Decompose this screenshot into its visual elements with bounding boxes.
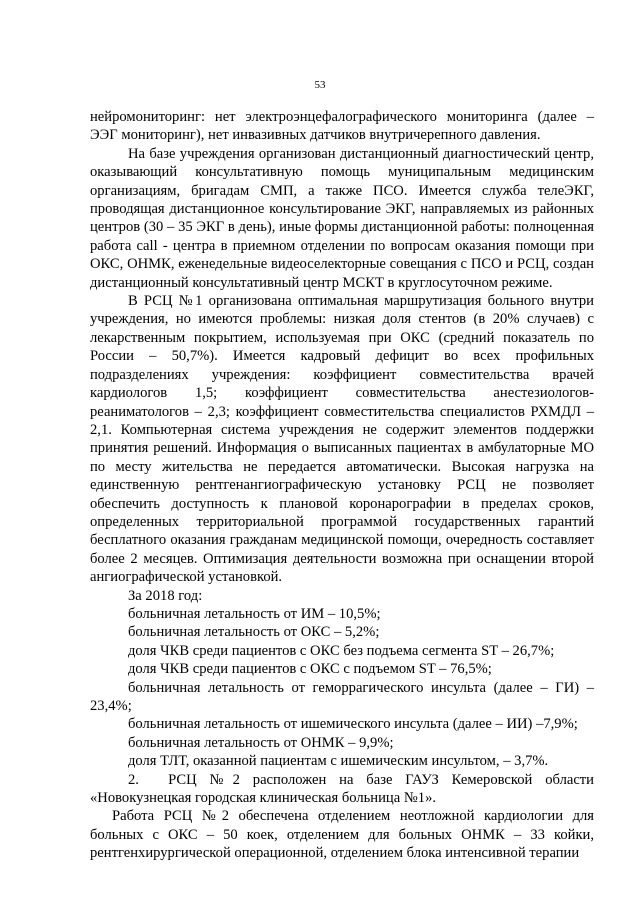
stats-item: больничная летальность от геморрагического инсульта (далее – ГИ) – 23,4%; [90,679,594,714]
stats-heading: За 2018 год: [128,587,203,604]
stats-item: больничная летальность от ОКС – 5,2%; [128,624,380,641]
stats-item: больничная летальность от ИМ – 10,5%; [128,605,381,622]
stats-item: доля ТЛТ, оказанной пациентам с ишемическим инсультом, – 3,7%. [128,753,549,770]
stats-item: больничная летальность от ОНМК – 9,9%; [128,734,394,751]
paragraph: нейромониторинг: нет электроэнцефалографического мониторинга (далее – ЭЭГ мониторинг), нет инвазивных датчиков внутричерепного давления. [90,109,594,144]
body-text [90,108,594,863]
stats-item: больничная летальность от ишемического инсульта (далее – ИИ) –7,9%; [128,716,578,733]
page-number: 53 [314,79,326,91]
paragraph: Работа РСЦ №2 обеспечена отделением неотложной кардиологии для больных с ОКС – 50 коек, отделением для больных ОНМК – 33 койки, рентгенхирургической операционной, отделением блока интенсивной терапии [90,808,594,862]
paragraph: На базе учреждения организован дистанционный диагностический центр, оказывающий консультативную помощь муниципальным медицинским организациям, бригадам СМП, а также ПСО. Имеется служба телеЭКГ, проводящая дистанционное консультирование ЭКГ, направляемых из районных центров (30 – 35 ЭКГ в день), иные формы дистанционной работы: полноценная работа call - центра в приемном отделении по вопросам оказания помощи при ОКС, ОНМК, еженедельные видеоселекторные совещания с ПСО и РСЦ, создан дистанционный консультативный центр МСКТ в круглосуточном режиме. [90,145,594,291]
stats-item: доля ЧКВ среди пациентов с ОКС без подъема сегмента ST – 26,7%; [128,642,555,659]
paragraph: В РСЦ №1 организована оптимальная маршрутизация больного внутри учреждения, но имеются проблемы: низкая доля стентов (в 20% случаев) с лекарственным покрытием, используемая при ОКС (средний показатель по России – 50,7%). Имеется кадровый дефицит во всех профильных подразделениях учреждения: коэффициент совместительства врачей кардиологов 1,5; коэффициент совместительства анестезиологов-реаниматологов – 2,3; коэффициент совместительства специалистов РХМДЛ – 2,1. Компьютерная система учреждения не содержит элементов поддержки принятия решений. Информация о выписанных пациентах в амбулаторные МО по месту жительства не передается автоматически. Высокая нагрузка на единственную рентгенангиографическую установку РСЦ не позволяет обеспечить доступность к плановой коронарографии в пределах сроков, определенных территориальной программой государственных гарантий бесплатного оказания гражданам медицинской помощи, очередность составляет более 2 месяцев. Оптимизация деятельности возможна при оснащении второй ангиографической установкой. [90,293,594,586]
stats-item: доля ЧКВ среди пациентов с ОКС с подъемом ST – 76,5%; [128,661,492,678]
numbered-item: 2. РСЦ №2 расположен на базе ГАУЗ Кемеровской области «Новокузнецкая городская клиническая больница №1». [90,771,594,807]
